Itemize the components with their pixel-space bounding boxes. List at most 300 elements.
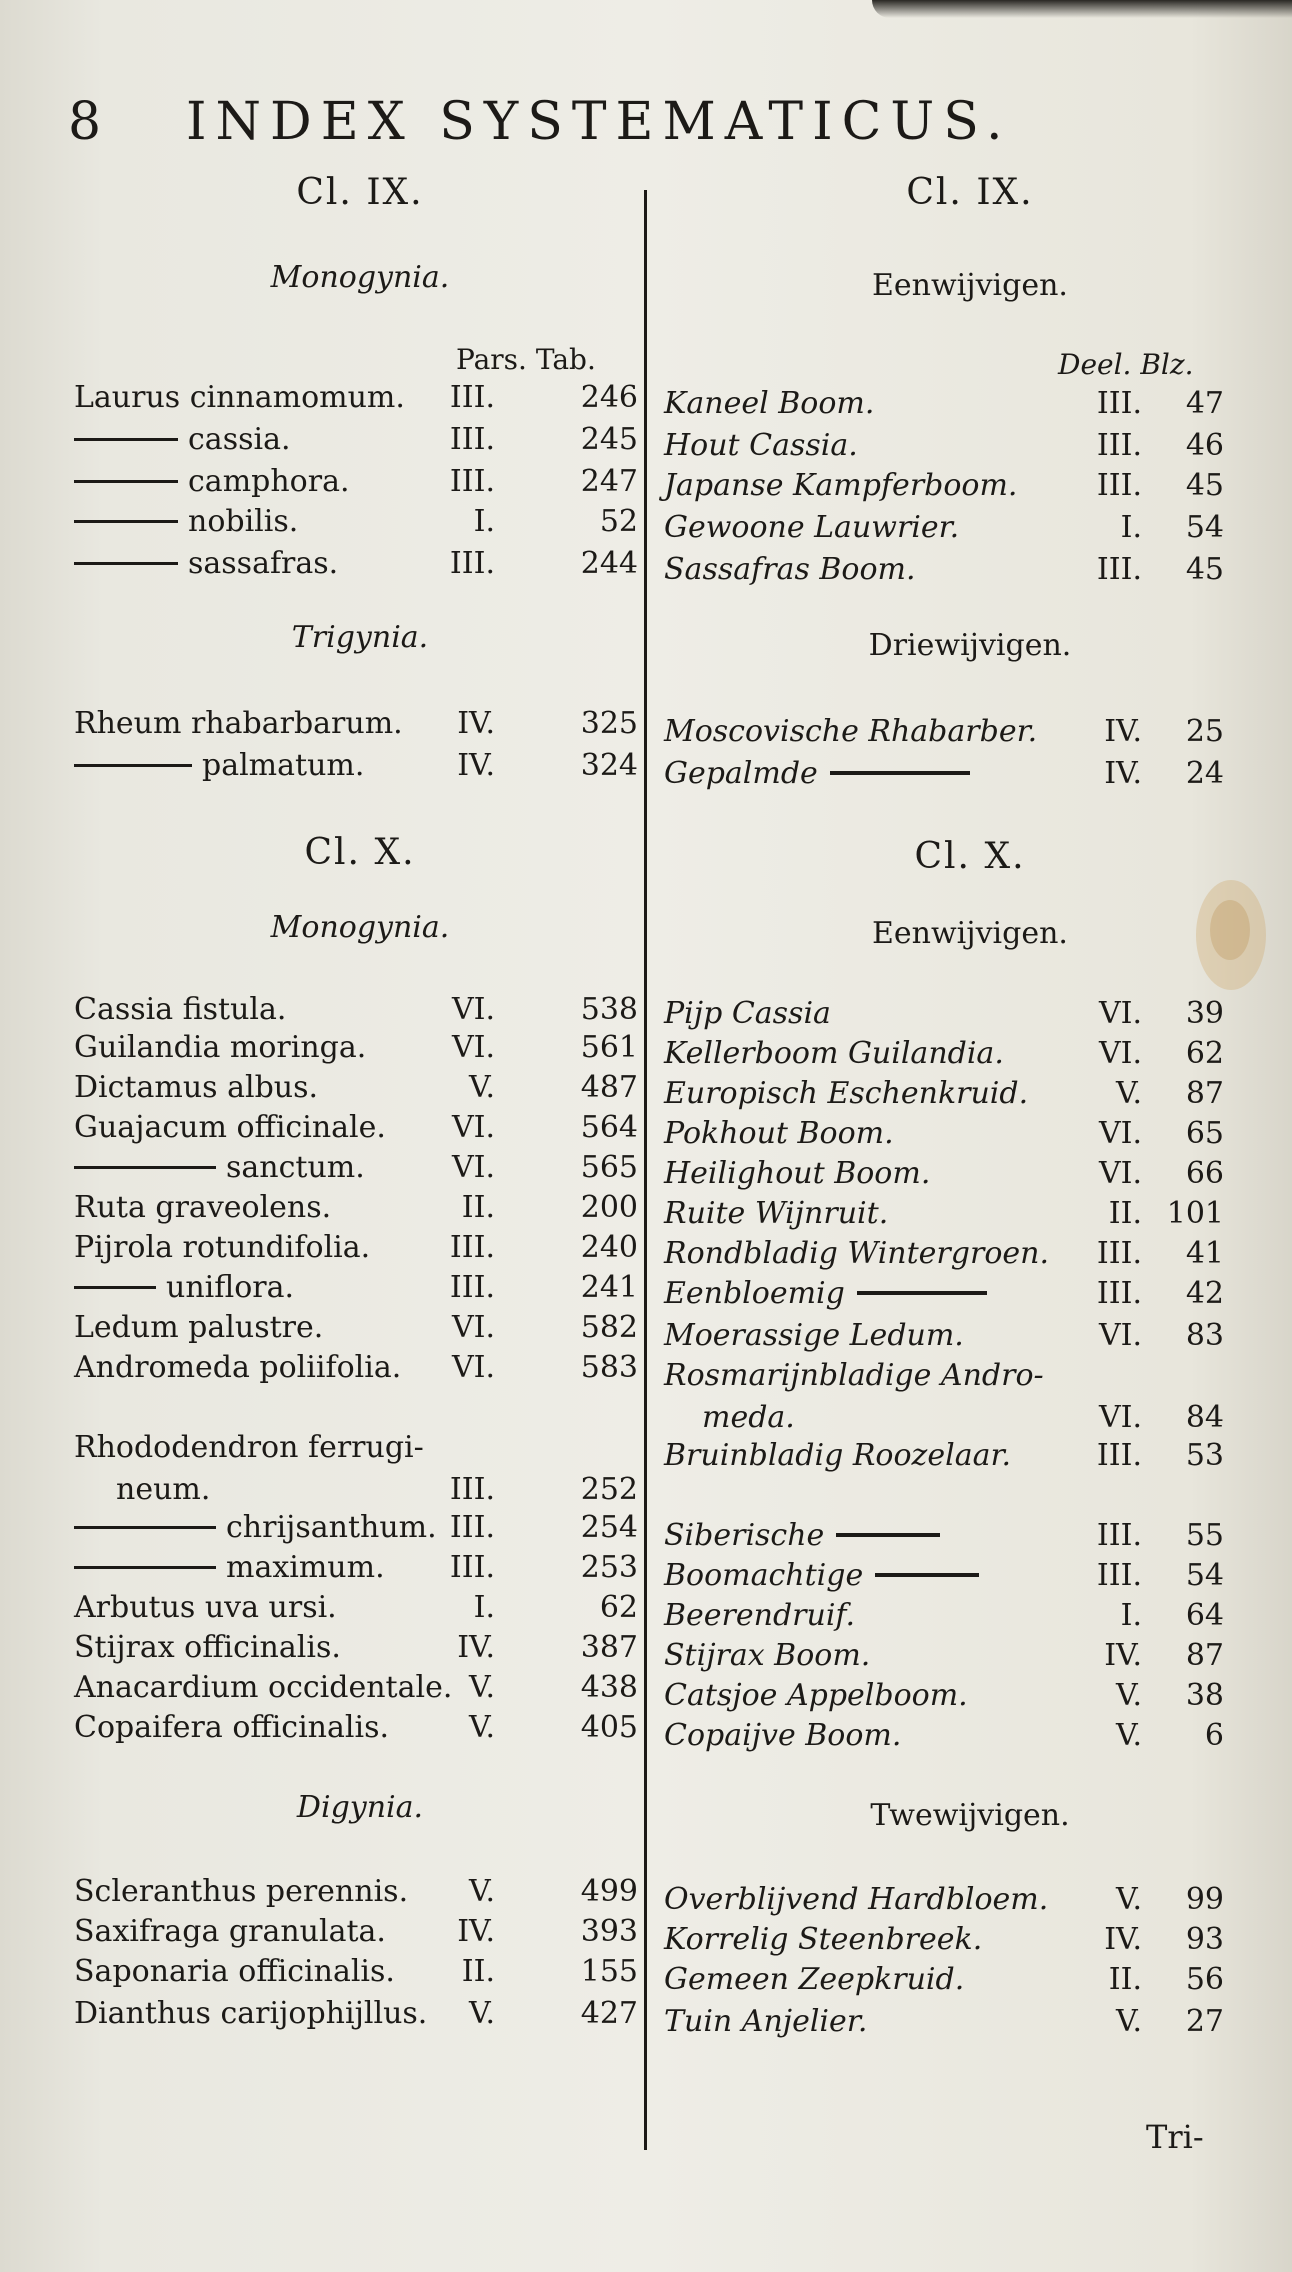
dutch-name: [664, 510, 959, 545]
latin-name: [74, 1310, 323, 1345]
index-row: [0, 380, 644, 420]
blz-value: 93: [1185, 1922, 1224, 1957]
index-row: [648, 1558, 1292, 1598]
dutch-name-text: Moerassige Ledum.: [664, 1318, 964, 1353]
tab-value: 324: [580, 748, 638, 783]
deel-value: III.: [1096, 552, 1142, 587]
deel-value: III.: [1096, 468, 1142, 503]
dutch-name-text: Gewoone Lauwrier.: [664, 510, 960, 545]
latin-name-text: Andromeda poliifolia.: [74, 1350, 402, 1385]
tab-value: 252: [580, 1472, 638, 1507]
deel-value: VI.: [1098, 996, 1142, 1031]
dutch-name-text: Hout Cassia.: [664, 428, 858, 463]
pars-value: III.: [449, 422, 495, 457]
ditto-dash: [857, 1291, 987, 1295]
order-heading: Driewijvigen.: [868, 628, 1072, 663]
tab-value: 582: [580, 1310, 638, 1345]
latin-name: [74, 422, 291, 457]
blz-value: 87: [1185, 1076, 1224, 1111]
dutch-name-text: Pijp Cassia: [664, 996, 831, 1031]
pars-value: IV.: [457, 706, 495, 741]
index-row: [648, 1076, 1292, 1116]
ditto-dash: [74, 1526, 216, 1529]
tab-value: 245: [580, 422, 638, 457]
index-row: [0, 1590, 644, 1630]
latin-name: [74, 1510, 437, 1545]
page-edge-shadow: [872, 0, 1292, 18]
latin-name: [74, 504, 298, 539]
pars-value: III.: [449, 464, 495, 499]
column-divider: [644, 190, 647, 2150]
blz-value: 66: [1185, 1156, 1224, 1191]
ditto-dash: [74, 764, 192, 767]
latin-name-text: Pijrola rotundifolia.: [74, 1230, 371, 1265]
index-row: [0, 1350, 644, 1390]
tab-value: 240: [580, 1230, 638, 1265]
tab-value: 387: [580, 1630, 638, 1665]
pars-value: VI.: [451, 1030, 495, 1065]
index-row: [648, 1882, 1292, 1922]
tab-value: 564: [580, 1110, 638, 1145]
deel-value: III.: [1096, 1558, 1142, 1593]
latin-name: [74, 1190, 331, 1225]
latin-name: [74, 1550, 385, 1585]
deel-value: IV.: [1104, 756, 1142, 791]
pars-value: V.: [469, 1874, 495, 1909]
dutch-name: [664, 996, 831, 1031]
index-row: [648, 1518, 1292, 1558]
dutch-name-text: Rondbladig Wintergroen.: [664, 1236, 1049, 1271]
index-row: [0, 748, 644, 788]
latin-name-text: Guajacum officinale.: [74, 1110, 386, 1145]
dutch-name: [664, 1922, 982, 1957]
deel-value: V.: [1116, 1678, 1142, 1713]
dutch-name-text: Stijrax Boom.: [664, 1638, 871, 1673]
blz-value: 54: [1185, 1558, 1224, 1593]
dutch-name-text: Siberische: [664, 1518, 825, 1553]
latin-name-text: cassia.: [188, 422, 291, 457]
latin-name: [74, 1350, 401, 1385]
index-row: [0, 504, 644, 544]
index-row: [648, 468, 1292, 508]
dutch-name-text: Sassafras Boom.: [664, 552, 916, 587]
latin-name-text: Laurus cinnamomum.: [74, 380, 405, 415]
dutch-name: Rosmarijnbladige Andro-: [664, 1358, 1044, 1393]
order-heading: Eenwijvigen.: [872, 268, 1068, 303]
latin-name: [74, 706, 403, 741]
index-row: [648, 1962, 1292, 2002]
class-heading: [130, 832, 590, 873]
latin-name: [74, 748, 364, 783]
column-heading: Deel. Blz.: [1058, 348, 1194, 381]
deel-value: III.: [1096, 1276, 1142, 1311]
latin-name-text: Scleranthus perennis.: [74, 1874, 409, 1909]
index-row: [0, 1270, 644, 1310]
index-row: [0, 1510, 644, 1550]
latin-name-text: chrijsanthum.: [226, 1510, 437, 1545]
tab-value: 561: [580, 1030, 638, 1065]
dutch-name: [664, 428, 858, 463]
latin-name: [74, 1270, 294, 1305]
blz-value: 62: [1185, 1036, 1224, 1071]
tab-value: 393: [580, 1914, 638, 1949]
blz-value: 87: [1185, 1638, 1224, 1673]
latin-name-text: Guilandia moringa.: [74, 1030, 367, 1065]
latin-name-text: camphora.: [188, 464, 350, 499]
latin-name-text: Arbutus uva ursi.: [74, 1590, 337, 1625]
dutch-name: [664, 1882, 1048, 1917]
dutch-name: Bruinbladig Roozelaar.: [664, 1438, 1012, 1473]
deel-value: III.: [1096, 1518, 1142, 1553]
dutch-name: [664, 2004, 867, 2039]
index-row: [0, 546, 644, 586]
index-row: [0, 422, 644, 462]
pars-value: VI.: [451, 1110, 495, 1145]
latin-name-text: Dictamus albus.: [74, 1070, 319, 1105]
pars-value: III.: [449, 1550, 495, 1585]
blz-value: 6: [1204, 1718, 1224, 1753]
tab-value: 538: [580, 992, 638, 1027]
dutch-name-text: Europisch Eschenkruid.: [664, 1076, 1029, 1111]
deel-value: VI.: [1098, 1036, 1142, 1071]
pars-value: V.: [469, 1070, 495, 1105]
index-row: [0, 1996, 644, 2036]
pars-value: III.: [449, 1270, 495, 1305]
index-row: [648, 996, 1292, 1036]
dutch-name-text: Overblijvend Hardbloem.: [664, 1882, 1049, 1917]
dutch-name-text: Catsjoe Appelboom.: [664, 1678, 968, 1713]
blz-value: 55: [1185, 1518, 1224, 1553]
latin-name: [74, 1710, 389, 1745]
dutch-name: [664, 1156, 930, 1191]
dutch-name: meda.: [702, 1400, 795, 1435]
deel-value: III.: [1096, 1438, 1142, 1473]
deel-value: IV.: [1104, 1922, 1142, 1957]
pars-value: III.: [449, 546, 495, 581]
pars-value: I.: [473, 504, 495, 539]
pars-value: V.: [469, 1710, 495, 1745]
dutch-name: [664, 1718, 901, 1753]
index-row: [648, 1598, 1292, 1638]
dutch-name: [664, 1598, 855, 1633]
class-heading: [648, 836, 1292, 877]
dutch-name: [664, 756, 970, 791]
latin-name-text: sassafras.: [188, 546, 339, 581]
dutch-name: [664, 386, 874, 421]
blz-value: 25: [1185, 714, 1224, 749]
dutch-name-text: Pokhout Boom.: [664, 1116, 894, 1151]
ditto-dash: [74, 1166, 216, 1169]
catchword: Tri-: [1146, 2118, 1204, 2156]
pars-value: IV.: [457, 748, 495, 783]
pars-value: I.: [473, 1590, 495, 1625]
deel-value: III.: [1096, 428, 1142, 463]
dutch-name: [664, 1318, 964, 1353]
latin-name: [74, 1110, 386, 1145]
deel-value: III.: [1096, 386, 1142, 421]
blz-value: 84: [1185, 1400, 1224, 1435]
dutch-name: [664, 1276, 987, 1311]
latin-name-text: sanctum.: [226, 1150, 365, 1185]
dutch-name: [664, 1558, 979, 1593]
latin-name: [74, 1914, 386, 1949]
latin-name: [74, 1030, 366, 1065]
pars-value: IV.: [457, 1914, 495, 1949]
pars-value: IV.: [457, 1630, 495, 1665]
index-row: [0, 706, 644, 746]
dutch-name-text: Ruite Wijnruit.: [664, 1196, 889, 1231]
dutch-name: [664, 1962, 964, 1997]
blz-value: 53: [1185, 1438, 1224, 1473]
ditto-dash: [74, 520, 178, 523]
dutch-name: [664, 1076, 1028, 1111]
latin-name: [74, 1150, 365, 1185]
dutch-name-text: Eenbloemig: [664, 1276, 845, 1311]
index-row: [0, 1472, 644, 1512]
dutch-name: [664, 1116, 894, 1151]
index-row: [648, 386, 1292, 426]
ditto-dash: [74, 1286, 156, 1289]
page-title: INDEX SYSTEMATICUS.: [186, 92, 1012, 152]
blz-value: 24: [1185, 756, 1224, 791]
latin-name-text: Copaifera officinalis.: [74, 1710, 390, 1745]
blz-value: 64: [1185, 1598, 1224, 1633]
dutch-name: [664, 552, 916, 587]
blz-value: 65: [1185, 1116, 1224, 1151]
latin-name: [116, 1472, 210, 1507]
page-number: 8: [68, 92, 105, 152]
tab-value: 499: [580, 1874, 638, 1909]
tab-value: 246: [580, 380, 638, 415]
order-heading: Monogynia.: [270, 910, 450, 945]
latin-name: [74, 380, 405, 415]
pars-value: II.: [461, 1190, 495, 1225]
index-row: [0, 1070, 644, 1110]
deel-value: VI.: [1098, 1116, 1142, 1151]
index-row: [0, 1874, 644, 1914]
class-heading: [130, 172, 590, 213]
blz-value: 83: [1185, 1318, 1224, 1353]
blz-value: 45: [1185, 552, 1224, 587]
class-number: X.: [984, 836, 1026, 877]
tab-value: 200: [580, 1190, 638, 1225]
pars-value: VI.: [451, 1150, 495, 1185]
latin-name: Rhododendron ferrugi-: [74, 1430, 424, 1465]
blz-value: 46: [1185, 428, 1224, 463]
class-label: Cl.: [304, 832, 361, 873]
ditto-dash: [74, 562, 178, 565]
index-row: [0, 1190, 644, 1230]
dutch-name-text: Kaneel Boom.: [664, 386, 875, 421]
dutch-name-text: Beerendruif.: [664, 1598, 856, 1633]
latin-name-text: nobilis.: [188, 504, 299, 539]
blz-value: 56: [1185, 1962, 1224, 1997]
ditto-dash: [74, 480, 178, 483]
pars-value: III.: [449, 1510, 495, 1545]
index-row: [648, 552, 1292, 592]
deel-value: I.: [1120, 1598, 1142, 1633]
deel-value: V.: [1116, 1882, 1142, 1917]
latin-name-text: Saxifraga granulata.: [74, 1914, 386, 1949]
index-row: [648, 1400, 1292, 1440]
index-row: [0, 1430, 644, 1470]
index-row: [648, 1358, 1292, 1398]
dutch-name-text: Heilighout Boom.: [664, 1156, 931, 1191]
blz-value: 54: [1185, 510, 1224, 545]
blz-value: 42: [1185, 1276, 1224, 1311]
index-row: [0, 1914, 644, 1954]
class-heading: [648, 172, 1292, 213]
index-row: [648, 714, 1292, 754]
order-heading: Digynia.: [296, 1790, 424, 1825]
index-row: [648, 1638, 1292, 1678]
latin-name-text: Anacardium occidentale.: [74, 1670, 453, 1705]
blz-value: 47: [1185, 386, 1224, 421]
tab-value: 241: [580, 1270, 638, 1305]
dutch-name-text: Japanse Kampferboom.: [664, 468, 1018, 503]
dutch-name-text: Gepalmde: [664, 756, 818, 791]
deel-value: II.: [1108, 1962, 1142, 1997]
index-row: [0, 1710, 644, 1750]
pars-value: VI.: [451, 1350, 495, 1385]
ditto-dash: [836, 1533, 940, 1537]
index-row: [648, 1922, 1292, 1962]
pars-value: III.: [449, 1230, 495, 1265]
dutch-name-text: Copaijve Boom.: [664, 1718, 902, 1753]
tab-value: 438: [580, 1670, 638, 1705]
latin-name-text: uniflora.: [166, 1270, 295, 1305]
latin-name: [74, 1230, 370, 1265]
pars-value: V.: [469, 1670, 495, 1705]
deel-value: V.: [1116, 1718, 1142, 1753]
class-label: Cl.: [906, 172, 963, 213]
latin-name: [74, 1670, 452, 1705]
latin-name: [74, 992, 286, 1027]
latin-name-text: Saponaria officinalis.: [74, 1954, 395, 1989]
index-row: [0, 1230, 644, 1270]
latin-name: [74, 1996, 427, 2031]
latin-name: [74, 546, 338, 581]
tab-value: 487: [580, 1070, 638, 1105]
index-row: [0, 1550, 644, 1590]
latin-name: [74, 464, 349, 499]
index-row: [648, 1276, 1292, 1316]
class-label: Cl.: [296, 172, 353, 213]
column-heading: Pars. Tab.: [456, 343, 596, 376]
latin-name: [74, 1954, 395, 1989]
blz-value: 39: [1185, 996, 1224, 1031]
index-row: [648, 1196, 1292, 1236]
index-row: [648, 1678, 1292, 1718]
index-row: [0, 1954, 644, 1994]
dutch-name-text: Kellerboom Guilandia.: [664, 1036, 1004, 1071]
latin-name-text: Dianthus carijophijllus.: [74, 1996, 428, 2031]
pars-value: III.: [449, 1472, 495, 1507]
index-row: [648, 1236, 1292, 1276]
dutch-name: [664, 1236, 1049, 1271]
index-row: [648, 1718, 1292, 1758]
dutch-name: [664, 1638, 870, 1673]
deel-value: VI.: [1098, 1156, 1142, 1191]
deel-value: V.: [1116, 2004, 1142, 2039]
latin-name-text: Rheum rhabarbarum.: [74, 706, 403, 741]
ditto-dash: [74, 438, 178, 441]
dutch-name: [664, 1518, 940, 1553]
index-row: [648, 2004, 1292, 2044]
index-row: [0, 1670, 644, 1710]
latin-name-text: Ledum palustre.: [74, 1310, 324, 1345]
index-row: [0, 1150, 644, 1190]
tab-value: 254: [580, 1510, 638, 1545]
ditto-dash: [830, 771, 970, 775]
index-row: [0, 1030, 644, 1070]
index-row: [648, 1036, 1292, 1076]
blz-value: 38: [1185, 1678, 1224, 1713]
blz-value: 27: [1185, 2004, 1224, 2039]
dutch-name-text: Boomachtige: [664, 1558, 864, 1593]
latin-name-text: Stijrax officinalis.: [74, 1630, 341, 1665]
tab-value: 62: [599, 1590, 638, 1625]
order-heading: Monogynia.: [270, 260, 450, 295]
index-row: [648, 1116, 1292, 1156]
tab-value: 583: [580, 1350, 638, 1385]
latin-name: [74, 1630, 341, 1665]
index-row: [0, 1310, 644, 1350]
class-number: IX.: [976, 172, 1034, 213]
dutch-name-text: Tuin Anjelier.: [664, 2004, 868, 2039]
class-number: X.: [374, 832, 416, 873]
deel-value: VI.: [1098, 1400, 1142, 1435]
blz-value: 45: [1185, 468, 1224, 503]
index-row: [648, 510, 1292, 550]
deel-value: I.: [1120, 510, 1142, 545]
blz-value: 41: [1185, 1236, 1224, 1271]
order-heading: Twewijvigen.: [870, 1798, 1070, 1833]
order-heading: Trigynia.: [291, 620, 429, 655]
deel-value: VI.: [1098, 1318, 1142, 1353]
dutch-name-text: Korrelig Steenbreek.: [664, 1922, 983, 1957]
latin-name: [74, 1874, 408, 1909]
tab-value: 155: [580, 1954, 638, 1989]
latin-name: [74, 1070, 318, 1105]
tab-value: 253: [580, 1550, 638, 1585]
deel-value: III.: [1096, 1236, 1142, 1271]
deel-value: IV.: [1104, 714, 1142, 749]
index-row: [648, 1156, 1292, 1196]
deel-value: IV.: [1104, 1638, 1142, 1673]
deel-value: V.: [1116, 1076, 1142, 1111]
index-row: [648, 428, 1292, 468]
class-number: IX.: [366, 172, 424, 213]
index-row: [0, 992, 644, 1032]
tab-value: 405: [580, 1710, 638, 1745]
pars-value: V.: [469, 1996, 495, 2031]
index-row: [648, 756, 1292, 796]
dutch-name: [664, 714, 1037, 749]
latin-name-text: neum.: [116, 1472, 211, 1507]
pars-value: III.: [449, 380, 495, 415]
latin-name-text: palmatum.: [202, 748, 365, 783]
latin-name-text: Ruta graveolens.: [74, 1190, 332, 1225]
dutch-name: [664, 1196, 888, 1231]
class-label: Cl.: [914, 836, 971, 877]
tab-value: 52: [599, 504, 638, 539]
tab-value: 427: [580, 1996, 638, 2031]
ditto-dash: [875, 1573, 979, 1577]
order-heading: Eenwijvigen.: [872, 916, 1068, 951]
index-row: [648, 1438, 1292, 1478]
deel-value: II.: [1108, 1196, 1142, 1231]
